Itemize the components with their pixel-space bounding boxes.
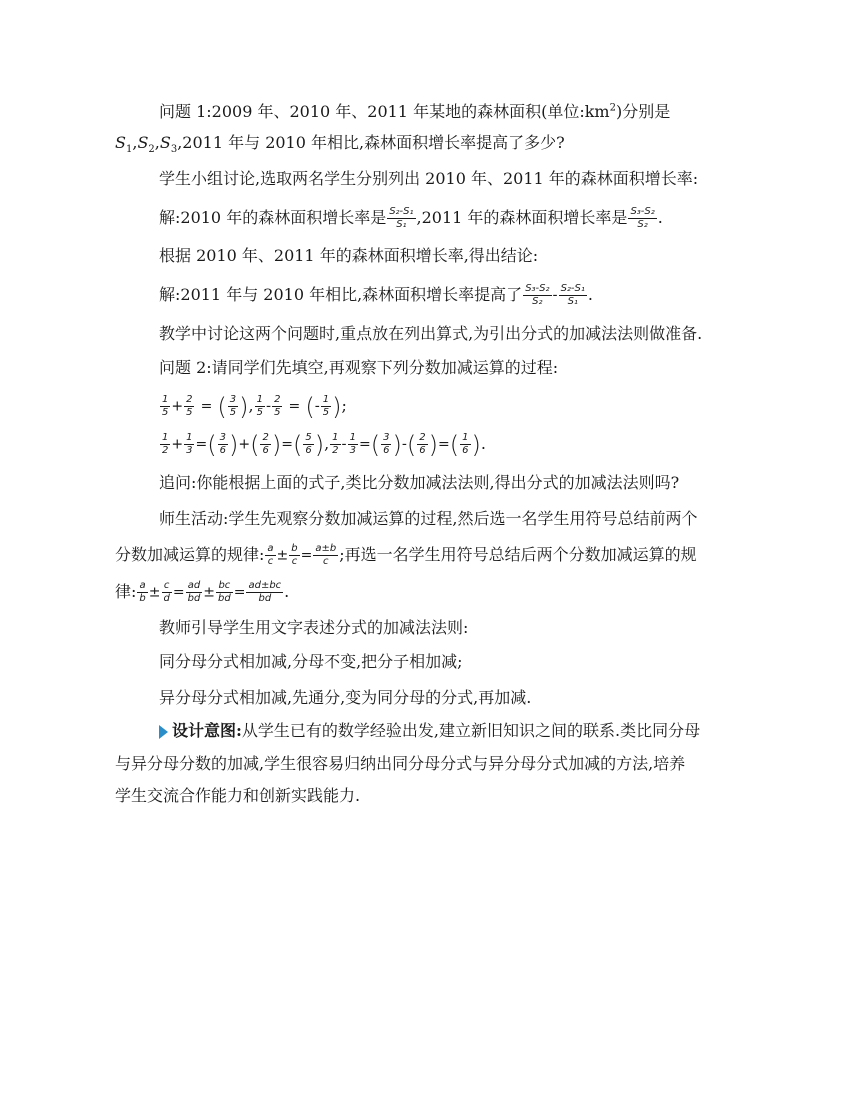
denominator: 3 [186, 445, 193, 456]
fraction [218, 432, 228, 457]
fraction [160, 432, 170, 457]
denominator: 6 [462, 445, 469, 456]
fraction [260, 432, 270, 457]
minus-sign: - [552, 287, 558, 304]
activity-line-3 [115, 576, 750, 608]
equals-sign: = [172, 584, 185, 601]
activity-line-1: 师生活动:学生先观察分数加减运算的过程,然后选一名学生用符号总结前两个 [159, 509, 698, 528]
equation-row-1 [115, 390, 750, 422]
equals-sign: = [438, 436, 450, 453]
solution-1 [115, 202, 750, 234]
solution-1-text-2: ,2011 年的森林面积增长率是 [416, 208, 628, 227]
plus-minus-sign: ± [148, 584, 161, 601]
fraction [186, 580, 203, 605]
numerator: 3 [219, 432, 226, 443]
denominator: S₂ [637, 219, 648, 230]
fraction [289, 543, 299, 568]
numerator: 1 [322, 394, 330, 405]
denominator: S₁ [567, 296, 578, 307]
design-intent-line-1 [115, 715, 750, 747]
right-paren: ) [471, 430, 481, 459]
numerator: 1 [462, 432, 469, 443]
numerator: S₂-S₁ [389, 206, 414, 217]
fraction [137, 580, 147, 605]
denominator: 6 [262, 445, 269, 456]
plus-minus-sign: ± [203, 584, 216, 601]
denominator: c [267, 556, 274, 567]
design-intent-label: 设计意图: [172, 721, 242, 740]
var-s3-sub: 3 [170, 144, 178, 156]
denominator: bd [258, 593, 272, 604]
left-paren: ( [217, 392, 227, 421]
activity-text-2: ;再选一名学生用符号总结后两个分数加减运算的规 [339, 545, 697, 564]
numerator: a [137, 580, 147, 593]
fraction [381, 432, 391, 457]
period: . [657, 208, 663, 227]
numerator: 1 [186, 432, 193, 443]
right-paren: ) [314, 430, 325, 459]
fraction [387, 206, 415, 231]
right-paren: ) [239, 392, 249, 421]
plus-minus-sign: ± [276, 547, 289, 564]
left-paren: ( [207, 430, 217, 459]
denominator: bd [187, 593, 201, 604]
fraction [184, 394, 194, 419]
numerator: 1 [162, 432, 169, 443]
numerator: a±b [315, 543, 337, 554]
numerator: 5 [305, 432, 312, 443]
fraction [228, 394, 238, 419]
teaching-note: 教学中讨论这两个问题时,重点放在列出算式,为引出分式的加减法法则做准备. [159, 324, 703, 343]
minus-sign: - [401, 436, 407, 453]
solution-2-text: 解:2011 年与 2010 年相比,森林面积增长率提高了 [159, 285, 523, 304]
fraction [265, 543, 275, 568]
numerator: bc [216, 580, 233, 593]
var-s3: S [159, 133, 171, 152]
denominator: d [163, 593, 170, 604]
numerator: 1 [162, 394, 169, 405]
numerator: S₃-S₂ [525, 283, 550, 294]
left-paren: ( [370, 430, 381, 459]
denominator: 2 [332, 445, 339, 456]
var-s1-sub: 1 [125, 144, 133, 156]
numerator: ad±bc [248, 580, 282, 591]
denominator: S₂ [532, 296, 543, 307]
plus-sign: + [171, 436, 184, 453]
numerator: 1 [332, 432, 339, 443]
fraction [313, 543, 338, 568]
right-paren: ) [392, 430, 402, 459]
denominator: 3 [349, 445, 356, 456]
equals-sign: = [195, 436, 208, 453]
plus-sign: + [238, 436, 251, 453]
comma: , [248, 396, 254, 415]
left-paren: ( [406, 430, 417, 459]
denominator: 6 [305, 445, 312, 456]
problem-1-text: 问题 1:2009 年、2010 年、2011 年某地的森林面积(单位:km [159, 102, 610, 121]
denominator: 5 [322, 407, 330, 418]
rule-different-denominator: 异分母分式相加减,先通分,变为同分母的分式,再加减. [159, 688, 532, 707]
activity-text-3: 律: [115, 582, 137, 601]
numerator: 1 [256, 394, 263, 405]
denominator: 5 [274, 407, 281, 418]
denominator: 6 [419, 445, 426, 456]
conclusion-intro: 根据 2010 年、2011 年的森林面积增长率,得出结论: [159, 246, 539, 265]
denominator: 5 [162, 407, 169, 418]
unit-exponent: 2 [609, 102, 616, 114]
problem-1-question: ,2011 年与 2010 年相比,森林面积增长率提高了多少? [177, 133, 565, 152]
semicolon: ; [341, 396, 347, 415]
fraction [460, 432, 470, 457]
comma: , [324, 434, 330, 453]
fraction [330, 432, 340, 457]
fraction [321, 394, 331, 419]
numerator: S₂-S₁ [560, 283, 585, 294]
fraction [246, 580, 283, 605]
numerator: 2 [262, 432, 269, 443]
denominator: bd [218, 593, 231, 604]
left-paren: ( [292, 430, 303, 459]
fraction [272, 394, 282, 419]
activity-text: 分数加减运算的规律: [115, 545, 265, 564]
denominator: c [291, 556, 298, 567]
fraction [303, 432, 313, 457]
problem-1-text-end: )分别是 [615, 102, 671, 121]
denominator: S₁ [396, 219, 407, 230]
numerator: 3 [229, 394, 237, 405]
numerator: b [291, 543, 298, 554]
fraction [523, 283, 551, 308]
solution-1-text: 解:2010 年的森林面积增长率是 [159, 208, 387, 227]
right-paren: ) [271, 430, 282, 459]
numerator: a [267, 543, 274, 554]
equals-sign: = [200, 398, 213, 415]
fraction [162, 580, 172, 605]
fraction [348, 432, 358, 457]
numerator: 3 [383, 432, 390, 443]
problem-2: 问题 2:请同学们先填空,再观察下列分数加减运算的过程: [159, 358, 559, 377]
left-paren: ( [305, 392, 315, 421]
right-paren: ) [428, 430, 439, 459]
problem-1-line-2 [115, 127, 750, 159]
denominator: 6 [219, 445, 226, 456]
left-paren: ( [250, 430, 260, 459]
denominator: 5 [256, 407, 263, 418]
denominator: c [323, 556, 329, 567]
right-paren: ) [228, 430, 239, 459]
numerator: 2 [274, 394, 281, 405]
numerator: 2 [419, 432, 426, 443]
plus-sign: + [171, 398, 184, 415]
var-s2: S [137, 133, 149, 152]
design-intent-line-3: 学生交流合作能力和创新实践能力. [115, 786, 361, 805]
denominator: 5 [186, 407, 193, 418]
fraction [216, 580, 233, 605]
equals-sign: = [288, 398, 301, 415]
fraction [628, 206, 656, 231]
numerator: S₃-S₂ [630, 206, 655, 217]
sep: , [132, 133, 138, 152]
minus-sign: - [341, 436, 347, 453]
left-paren: ( [449, 430, 460, 459]
problem-1-line-1 [115, 96, 750, 128]
equals-sign: = [233, 584, 246, 601]
minus-sign: - [314, 398, 320, 415]
triangle-marker-icon [159, 725, 168, 739]
sep: , [154, 133, 160, 152]
design-intent-line-2: 与异分母分数的加减,学生很容易归纳出同分母分式与异分母分式加减的方法,培养 [115, 754, 686, 773]
fraction [160, 394, 170, 419]
numerator: 2 [186, 394, 193, 405]
period: . [587, 285, 593, 304]
solution-2 [115, 279, 750, 311]
denominator: 6 [383, 445, 390, 456]
activity-line-2 [115, 539, 750, 571]
numerator: c [162, 580, 172, 593]
follow-up-question: 追问:你能根据上面的式子,类比分数加减法法则,得出分式的加减法法则吗? [159, 473, 680, 492]
equation-row-2 [115, 428, 750, 460]
numerator: ad [186, 580, 203, 593]
numerator: 1 [349, 432, 356, 443]
equals-sign: = [358, 436, 371, 453]
right-paren: ) [332, 392, 342, 421]
minus-sign: - [266, 398, 272, 415]
equals-sign: = [300, 547, 313, 564]
denominator: 2 [162, 445, 169, 456]
var-s1: S [115, 133, 126, 152]
discussion-text: 学生小组讨论,选取两名学生分别列出 2010 年、2011 年的森林面积增长率: [159, 169, 699, 188]
fraction [417, 432, 427, 457]
period: . [284, 582, 290, 601]
period: . [480, 434, 486, 453]
design-intent-text: 从学生已有的数学经验出发,建立新旧知识之间的联系.类比同分母 [241, 721, 701, 740]
equals-sign: = [281, 436, 293, 453]
var-s2-sub: 2 [148, 144, 155, 156]
rule-same-denominator: 同分母分式相加减,分母不变,把分子相加减; [159, 652, 463, 671]
fraction [255, 394, 265, 419]
fraction [559, 283, 587, 308]
denominator: b [139, 593, 146, 604]
teacher-guidance: 教师引导学生用文字表述分式的加减法法则: [159, 618, 469, 637]
fraction [184, 432, 194, 457]
denominator: 5 [229, 407, 237, 418]
